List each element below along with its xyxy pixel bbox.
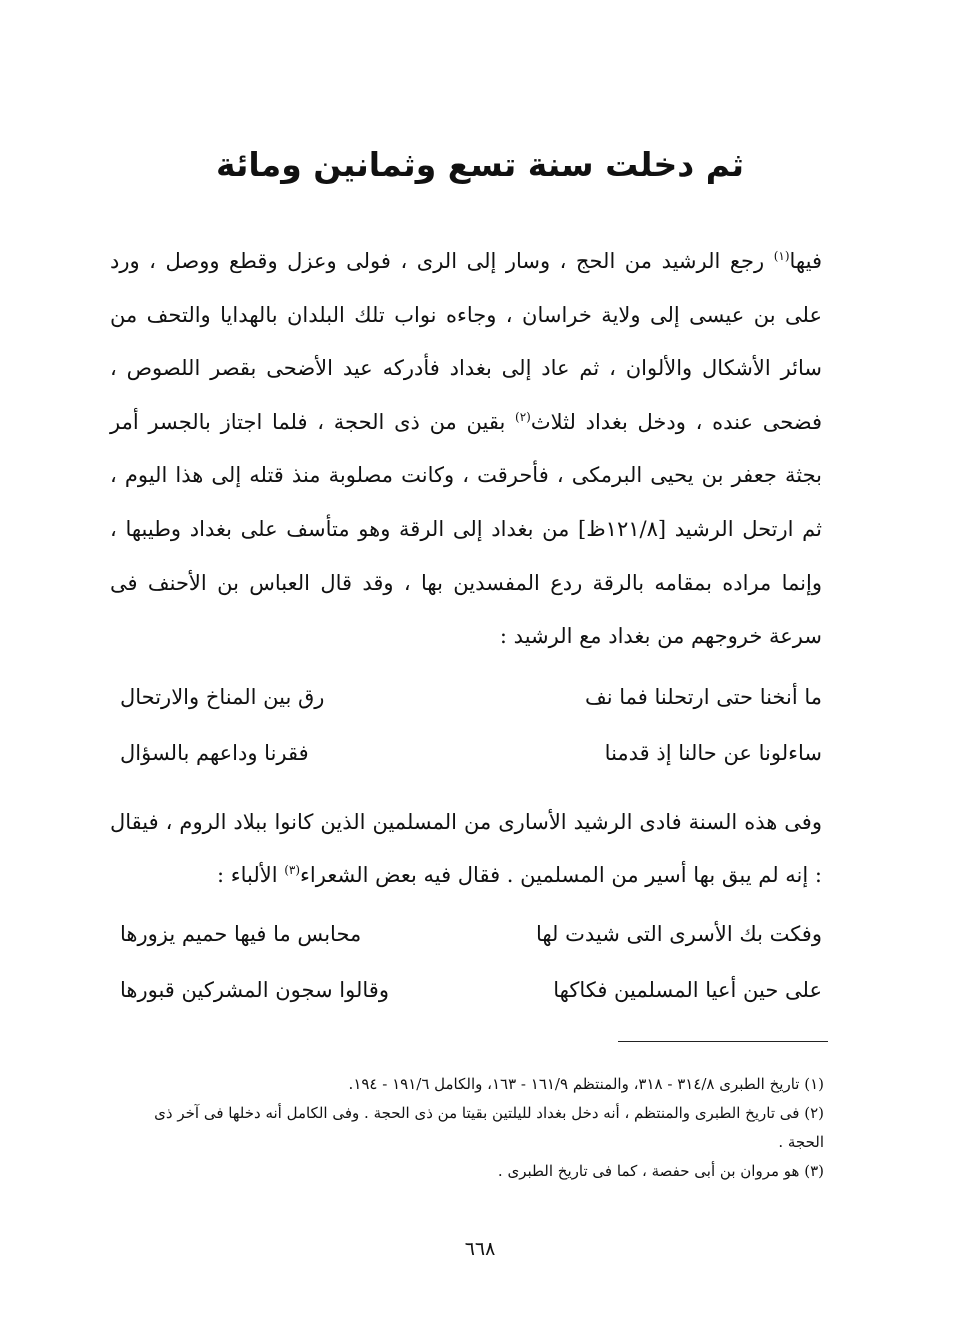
paragraph-2-text-b: الألباء : [216, 863, 285, 887]
footnote-ref-1[interactable]: (١) [773, 249, 790, 263]
verse-hemistich-first: ساءلونا عن حالنا إذ قدمنا [604, 741, 822, 765]
main-paragraph [110, 235, 822, 664]
verse-hemistich-first: على حين أعيا المسلمين فكاكها [553, 978, 822, 1002]
footnote-2: (٢) فى تاريخ الطبرى والمنتظم ، أنه دخل بغداد لليلتين بقيتا من ذى الحجة . وفى الكامل أنه دخلها فى آخر ذى الحجة . [154, 1104, 824, 1151]
verse-line [120, 962, 822, 1018]
verse-hemistich-second: محابس ما فيها حميم يزورها [120, 922, 362, 946]
verse-hemistich-second: رق بين المناخ والارتحال [120, 685, 325, 709]
page-number: ٦٦٨ [464, 1238, 496, 1260]
verse-hemistich-second: فقرنا وداعهم بالسؤال [120, 741, 309, 765]
paragraph-2-text-a: وفى هذه السنة فادى الرشيد الأسارى من المسلمين الذين كانوا ببلاد الروم ، فيقال : إنه لم يبق بها أسير من المسلمين . فقال فيه بعض الشعراء [110, 810, 822, 887]
footnote-ref-3[interactable]: (٣) [284, 863, 301, 877]
footnote-1: (١) تاريخ الطبرى ٣١٤/٨ - ٣١٨، والمنتظم ١٦١/٩ - ١٦٣، والكامل ١٩١/٦ - ١٩٤. [348, 1075, 824, 1093]
paragraph-2 [110, 796, 822, 902]
paragraph-1 [110, 235, 822, 664]
paragraph-1-text-a: رجع الرشيد من الحج ، وسار إلى الرى ، فولى وعزل وقطع ووصل ، ورد على بن عيسى إلى ولاية خراسان ، وجاءه نواب تلك البلدان بالهدايا والتحف من سائر الأشكال والألوان ، ثم عاد إلى بغداد فأدركه عيد الأضحى بقصر اللصوص ، فضحى عنده ، ودخل بغداد لثلاث [110, 249, 823, 434]
verse-block-2 [120, 906, 822, 1018]
verse-line [120, 725, 822, 781]
footnote-3: (٣) هو مروان بن أبى حفصة ، كما فى تاريخ الطبرى . [497, 1162, 824, 1180]
verse-hemistich-second: وقالوا سجون المشركين قبورها [120, 978, 389, 1002]
chapter-title: ثم دخلت سنة تسع وثمانين ومائة [216, 145, 744, 184]
verse-line [120, 906, 822, 962]
paragraph-1-text-b: بقين من ذى الحجة ، فلما اجتاز بالجسر أمر بجثة جعفر بن يحيى البرمكى ، فأحرقت ، وكانت مصلوبة منذ قتله إلى هذا اليوم ، ثم ارتحل الرشيد [١٢١/٨ظ] من بغداد إلى الرقة وهو متأسف على بغداد وطيبها ، وإنما مراده بمقامه بالرقة ردع المفسدين بها ، وقد قال العباس بن الأحنف فى سرعة خروجهم من بغداد مع الرشيد : [110, 409, 822, 649]
verse-block-1 [120, 669, 822, 781]
footnotes-list [140, 1070, 824, 1186]
verse-hemistich-first: وفكت بك الأسرى التى شيدت لها [535, 922, 822, 946]
footnote-ref-2[interactable]: (٢) [515, 409, 531, 424]
paragraph-1-start: فيها [789, 249, 822, 273]
verse-line [120, 669, 822, 725]
verse-hemistich-first: ما أنخنا حتى ارتحلنا فما نف [584, 685, 822, 709]
footnote-separator [618, 1041, 828, 1042]
